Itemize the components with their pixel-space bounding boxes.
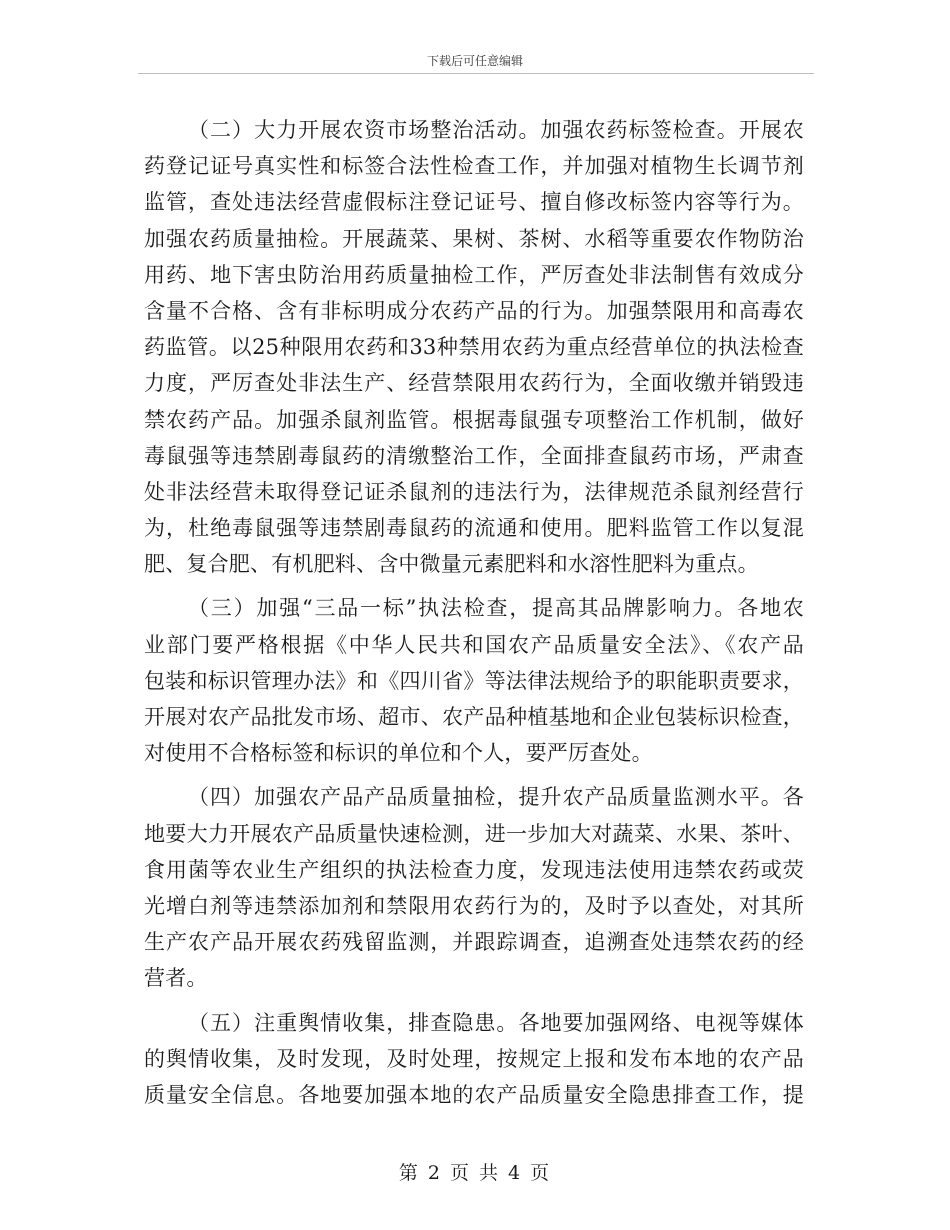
text-line: 光增白剂等违禁添加剂和禁限用农药行为的，及时予以查处，对其所 <box>144 893 804 918</box>
text-line: 力度，严厉查处非法生产、经营禁限用农药行为，全面收缴并销毁违 <box>144 371 804 396</box>
page-number-footer: 第 2 页 共 4 页 <box>398 1162 552 1184</box>
text-line: 毒鼠强等违禁剧毒鼠药的清缴整治工作，全面排查鼠药市场，严肃查 <box>144 443 804 468</box>
paragraph <box>144 112 804 582</box>
text-line: 的舆情收集，及时发现，及时处理，按规定上报和发布本地的农产品 <box>144 1046 804 1071</box>
paragraph <box>144 779 804 996</box>
text-line: 用药、地下害虫防治用药质量抽检工作，严厉查处非法制售有效成分 <box>144 262 804 287</box>
text-line: 监管，查处违法经营虚假标注登记证号、擅自修改标签内容等行为。 <box>144 190 804 215</box>
text-line: 肥、复合肥、有机肥料、含中微量元素肥料和水溶性肥料为重点。 <box>144 552 759 577</box>
text-line: 营者。 <box>144 966 208 991</box>
text-line: （三）加强“三品一标”执法检查，提高其品牌影响力。各地农 <box>188 596 804 621</box>
text-line: （四）加强农产品产品质量抽检，提升农产品质量监测水平。各 <box>188 785 804 810</box>
text-line: 处非法经营未取得登记证杀鼠剂的违法行为，法律规范杀鼠剂经营行 <box>144 479 804 504</box>
text-line: 对使用不合格标签和标识的单位和个人，要严厉查处。 <box>144 741 653 766</box>
text-line: 禁农药产品。加强杀鼠剂监管。根据毒鼠强专项整治工作机制，做好 <box>144 407 804 432</box>
paragraph <box>144 590 804 771</box>
text-line: 食用菌等农业生产组织的执法检查力度，发现违法使用违禁农药或荧 <box>144 857 804 882</box>
text-line: 开展对农产品批发市场、超市、农产品种植基地和企业包装标识检查， <box>144 705 804 729</box>
text-line: 地要大力开展农产品质量快速检测，进一步加大对蔬菜、水果、茶叶、 <box>144 821 804 846</box>
text-line: 药登记证号真实性和标签合法性检查工作，并加强对植物生长调节剂 <box>144 154 804 179</box>
text-line: 含量不合格、含有非标明成分农药产品的行为。加强禁限用和高毒农 <box>144 298 804 323</box>
text-line: 加强农药质量抽检。开展蔬菜、果树、茶树、水稻等重要农作物防治 <box>144 226 804 251</box>
text-line: 生产农产品开展农药残留监测，并跟踪调查，追溯查处违禁农药的经 <box>144 930 804 955</box>
text-line: （五）注重舆情收集，排查隐患。各地要加强网络、电视等媒体 <box>188 1010 804 1035</box>
document-body <box>144 112 804 1113</box>
text-line: 包装和标识管理办法》和《四川省》等法律法规给予的职能职责要求， <box>144 668 804 693</box>
header-divider <box>138 73 814 74</box>
text-line: 药监管。以25种限用农药和33种禁用农药为重点经营单位的执法检查 <box>144 335 804 360</box>
text-line: 质量安全信息。各地要加强本地的农产品质量安全隐患排查工作，提 <box>144 1082 804 1107</box>
text-line: 业部门要严格根据《中华人民共和国农产品质量安全法》、《农产品 <box>144 632 804 657</box>
text-line: 为，杜绝毒鼠强等违禁剧毒鼠药的流通和使用。肥料监管工作以复混 <box>144 516 804 541</box>
page-header: 下载后可任意编辑 <box>426 54 523 68</box>
paragraph <box>144 1005 804 1114</box>
text-line: （二）大力开展农资市场整治活动。加强农药标签检查。开展农 <box>188 118 804 142</box>
